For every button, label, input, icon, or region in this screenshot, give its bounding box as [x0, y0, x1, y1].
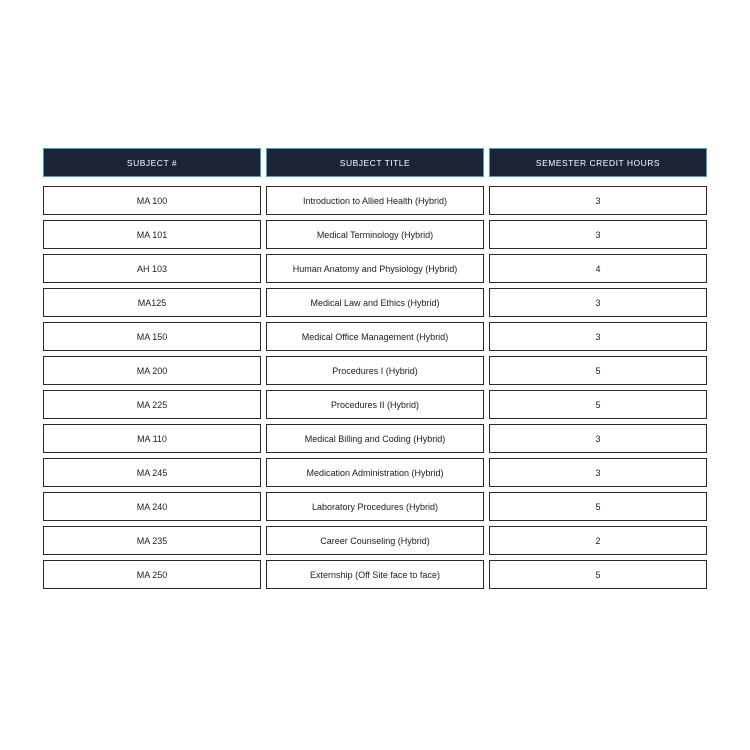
- table-row: [43, 560, 707, 589]
- table-row: [43, 424, 707, 453]
- table-row: [43, 526, 707, 555]
- credit-hours-cell: 3: [489, 458, 707, 487]
- table-row: [43, 458, 707, 487]
- subject-title-cell: Medical Law and Ethics (Hybrid): [266, 288, 484, 317]
- table-row: [43, 390, 707, 419]
- credit-hours-cell: 3: [489, 322, 707, 351]
- header-subject-number: SUBJECT #: [43, 148, 261, 177]
- subject-number-cell: MA 240: [43, 492, 261, 521]
- subject-number-cell: MA 245: [43, 458, 261, 487]
- table-row: [43, 492, 707, 521]
- course-table: [43, 148, 707, 594]
- table-row: [43, 254, 707, 283]
- subject-title-cell: Laboratory Procedures (Hybrid): [266, 492, 484, 521]
- subject-title-cell: Human Anatomy and Physiology (Hybrid): [266, 254, 484, 283]
- subject-title-cell: Medical Terminology (Hybrid): [266, 220, 484, 249]
- table-row: [43, 322, 707, 351]
- table-header-row: [43, 148, 707, 177]
- credit-hours-cell: 5: [489, 356, 707, 385]
- credit-hours-cell: 4: [489, 254, 707, 283]
- subject-number-cell: MA 100: [43, 186, 261, 215]
- credit-hours-cell: 3: [489, 220, 707, 249]
- subject-title-cell: Procedures I (Hybrid): [266, 356, 484, 385]
- credit-hours-cell: 2: [489, 526, 707, 555]
- credit-hours-cell: 3: [489, 424, 707, 453]
- subject-title-cell: Medical Office Management (Hybrid): [266, 322, 484, 351]
- credit-hours-cell: 5: [489, 492, 707, 521]
- table-row: [43, 186, 707, 215]
- header-credit-hours: SEMESTER CREDIT HOURS: [489, 148, 707, 177]
- credit-hours-cell: 3: [489, 288, 707, 317]
- subject-title-cell: Career Counseling (Hybrid): [266, 526, 484, 555]
- table-row: [43, 288, 707, 317]
- subject-title-cell: Medical Billing and Coding (Hybrid): [266, 424, 484, 453]
- subject-title-cell: Externship (Off Site face to face): [266, 560, 484, 589]
- subject-number-cell: MA 250: [43, 560, 261, 589]
- subject-number-cell: MA 101: [43, 220, 261, 249]
- credit-hours-cell: 5: [489, 560, 707, 589]
- credit-hours-cell: 3: [489, 186, 707, 215]
- credit-hours-cell: 5: [489, 390, 707, 419]
- subject-number-cell: MA125: [43, 288, 261, 317]
- subject-number-cell: MA 225: [43, 390, 261, 419]
- table-row: [43, 220, 707, 249]
- subject-title-cell: Procedures II (Hybrid): [266, 390, 484, 419]
- subject-title-cell: Introduction to Allied Health (Hybrid): [266, 186, 484, 215]
- subject-number-cell: MA 150: [43, 322, 261, 351]
- subject-number-cell: MA 235: [43, 526, 261, 555]
- subject-number-cell: MA 200: [43, 356, 261, 385]
- table-row: [43, 356, 707, 385]
- subject-number-cell: MA 110: [43, 424, 261, 453]
- subject-title-cell: Medication Administration (Hybrid): [266, 458, 484, 487]
- subject-number-cell: AH 103: [43, 254, 261, 283]
- header-subject-title: SUBJECT TITLE: [266, 148, 484, 177]
